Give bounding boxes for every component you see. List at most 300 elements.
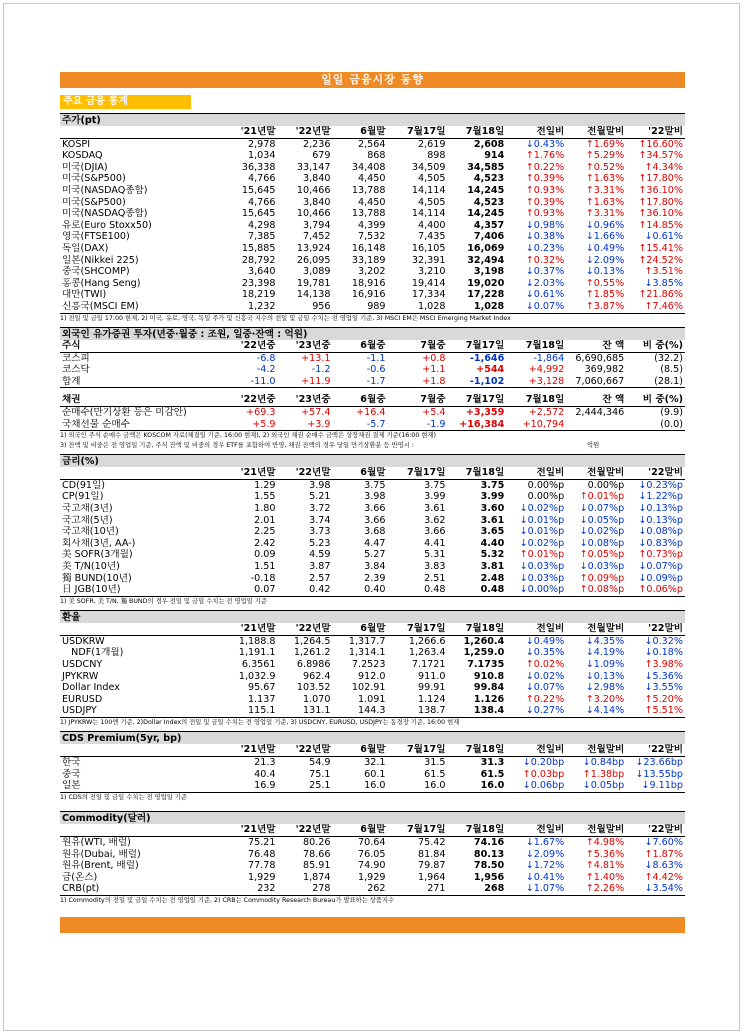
table-cell: 79.87 [418,860,446,872]
column-header: 잔 액 [566,394,626,406]
table-cell: 13,788 [351,208,386,220]
table-cell: +5.9 [223,419,278,431]
table-cell: 16,105 [411,242,446,254]
table-cell: 32,391 [411,254,446,266]
column-header: 6월말 [333,744,388,756]
table-cell: 3.66 [424,526,446,538]
row-label: 국고채(3년) [62,502,113,514]
table-cell: (0.0) [626,419,685,431]
table-header-row [60,467,685,479]
table-cell: ↑1.38bp [582,768,625,780]
table-cell: 962.4 [303,670,331,682]
rates-table [60,467,685,597]
table-cell: 19,781 [296,277,331,289]
column-header: '23년중 [278,394,333,406]
row-label: 미국(S&P500) [62,196,126,208]
column-header: '21년말 [223,744,278,756]
table-cell: ↑1.40% [585,871,625,883]
table-cell: 144.3 [333,705,388,717]
table-cell: 2.25 [254,526,276,538]
footer-bar [60,917,685,933]
table-cell: ↑5.51% [626,705,685,717]
column-header: 7월중 [388,340,448,352]
column-header: '22말비 [626,126,685,138]
column-header: '22말비 [626,623,685,635]
row-label: CD(91일) [62,479,106,491]
table-cell: ↓23.66bp [635,757,683,769]
table-cell: ↑16.60% [638,138,683,150]
table-cell: ↑21.86% [638,289,683,301]
table-cell: (32.2) [654,352,683,364]
table-cell: ↓0.61% [525,289,565,301]
column-header [60,126,223,138]
row-label: JPYKRW [62,670,99,682]
table-cell: 7.2523 [351,658,386,670]
table-row [60,549,685,561]
table-row [60,659,685,671]
table-cell: 2.48 [480,572,505,584]
table-cell: ↓0.23%p [638,479,683,491]
table-cell: ↓4.19% [585,647,625,659]
table-cell: 103.52 [296,682,331,694]
table-cell: 1.091 [358,693,386,705]
column-header [60,824,223,836]
column-header: 6월중 [333,394,388,406]
table-cell: ↓13.55bp [635,768,683,780]
table-cell: 28,792 [241,254,276,266]
table-cell: 16.0 [448,780,507,792]
table-row [60,872,685,884]
table-cell: 6.3561 [241,658,276,670]
column-header: 7월17일 [388,126,448,138]
cds-table [60,744,685,792]
table-row [60,266,685,278]
table-cell: 1,032.9 [238,670,276,682]
table-cell: 0.00%p [527,491,565,503]
table-row [60,301,685,313]
table-cell: 33,189 [351,254,386,266]
table-cell: 0.48 [388,584,448,596]
table-cell: 3.83 [424,560,446,572]
table-cell: 138.4 [448,705,507,717]
table-cell: 7.1721 [411,658,446,670]
table-cell: 76.05 [358,848,386,860]
column-header: '22년말 [278,824,333,836]
table-cell: 271 [388,883,448,895]
table-cell: -1.1 [366,352,386,364]
table-cell: 40.4 [254,768,276,780]
table-cell: 912.0 [358,670,386,682]
column-header: '22년말 [278,744,333,756]
table-cell: ↑5.36% [585,848,625,860]
table-cell: 34,408 [351,161,386,173]
table-header-row [60,744,685,756]
table-cell: 1,028 [388,301,448,313]
table-cell: ↓2.09% [585,254,625,266]
table-row [60,647,685,659]
table-cell: 2.39 [364,572,386,584]
table-cell: 262 [333,883,388,895]
table-cell [566,419,626,431]
table-cell: +3.9 [278,419,333,431]
table-cell: ↓0.02% [525,670,565,682]
table-cell: ↓0.61% [644,231,683,243]
table-cell: 3,210 [418,266,446,278]
table-cell: 3,202 [358,266,386,278]
table-cell: 85.91 [303,860,331,872]
row-label: USDJPY [60,705,223,717]
table-cell: 0.00%p [587,479,625,491]
table-cell: -5.7 [333,419,388,431]
table-cell: 3.98 [364,491,386,503]
table-cell: 19,414 [411,277,446,289]
table-row [60,352,685,364]
table-cell: 16.0 [388,780,448,792]
report [60,72,685,933]
column-header: 전월말비 [566,824,626,836]
table-cell: 3.60 [480,502,505,514]
table-row [60,150,685,162]
column-header: 7월17일 [448,340,507,352]
table-row [60,503,685,515]
table-cell: 910.8 [473,670,505,682]
column-header [60,623,223,635]
table-row [60,243,685,255]
table-cell: 1,266.6 [408,635,446,647]
table-cell: 7,532 [358,231,386,243]
row-label: 중국 [62,768,81,780]
table-cell: ↑0.05%p [579,549,625,561]
table-cell: 5.23 [309,537,331,549]
table-cell: 7,060,667 [566,376,626,388]
table-cell: ↑3.51% [644,266,683,278]
table-cell: 74.90 [358,860,386,872]
table-cell: 10,466 [296,184,331,196]
table-cell: 232 [223,883,278,895]
table-cell: ↑36.10% [638,184,683,196]
fx-note: 1) JPYKRW는 100엔 기준, 2)Dollar Index의 전일 및 금일 수치는 전 영업일 기준, 3) USDCNY, EURUSD, USDJPY는 동경장 기준, 16:00 현재 [60,718,460,726]
table-cell: ↓0.18% [644,647,683,659]
table-cell: ↓0.43% [525,138,565,150]
table-cell: 4,298 [248,219,276,231]
table-cell: 3.68 [364,526,386,538]
table-cell: 4,505 [418,173,446,185]
table-header-row [60,824,685,836]
column-header: '22말비 [626,467,685,479]
column-header: 주식 [60,340,223,352]
column-header [60,467,223,479]
table-cell: ↓0.96% [585,219,625,231]
table-cell: 26,095 [296,254,331,266]
table-cell: 7,406 [473,231,505,243]
table-cell: 3,198 [473,266,505,278]
foreign-note-2 [60,441,685,451]
table-row [60,376,685,388]
row-label: 영국(FTSE100) [62,231,130,243]
table-cell: -4.2 [256,364,276,376]
table-cell: ↓1.09% [585,658,625,670]
table-row [60,860,685,872]
table-cell: ↓0.00%p [506,584,566,596]
cds-title: CDS Premium(5yr, bp) [60,731,685,744]
table-cell: ↓0.03%p [519,572,565,584]
table-cell: 2.42 [254,537,276,549]
row-label: 美 SOFR(3개월) [62,549,133,561]
stock-note: 1) 전일 및 금일 17:00 현재, 2) 미국, 유로, 영국, 독일 주가 및 신흥국 지수의 전일 및 금일 수치는 전 영업일 기준, 3) MSCI EM은 MSCI Emerging Market Index [60,314,511,322]
table-cell: 61.5 [480,768,505,780]
table-row [60,255,685,267]
table-cell: +5.4 [422,406,446,418]
row-label: 순매수(만기상환 등은 미감안) [62,406,187,418]
table-cell: 74.16 [473,836,505,848]
foreign-bond-table [60,394,685,431]
table-cell: 7,452 [303,231,331,243]
table-cell: 1,263.4 [408,647,446,659]
table-row [60,694,685,706]
table-cell: 10,466 [296,208,331,220]
table-cell: ↑0.73%p [638,549,683,561]
table-cell: 23,398 [241,277,276,289]
table-cell: 3.61 [424,502,446,514]
row-label: 미국(S&P500) [62,173,126,185]
table-cell: 3,089 [303,266,331,278]
table-cell: ↑15.41% [638,242,683,254]
table-cell: 14,114 [411,208,446,220]
table-cell: 15,645 [241,208,276,220]
row-label: 미국(NASDAQ종합) [62,184,148,196]
foreign-note-2-unit: 억원 [587,441,600,449]
table-cell: 1,964 [418,871,446,883]
column-header: '21년말 [223,623,278,635]
column-header: 6월말 [333,623,388,635]
table-cell: ↑24.52% [638,254,683,266]
table-cell: ↓0.41% [525,871,565,883]
table-row [60,757,685,769]
column-header: 전월말비 [566,744,626,756]
row-label: 한국 [62,757,81,769]
table-row [60,561,685,573]
row-label: 회사채(3년, AA-) [62,537,136,549]
row-label: 독일(DAX) [62,242,109,254]
table-cell: 3,840 [303,196,331,208]
table-row [60,526,685,538]
table-cell: ↑4.34% [644,161,683,173]
column-header: 비 중(%) [626,394,685,406]
table-cell: +3,359 [465,406,505,418]
table-cell: 34,509 [411,161,446,173]
table-cell: ↑3.31% [585,184,625,196]
table-cell: 2,619 [418,138,446,150]
table-cell: 1,956 [473,871,505,883]
table-cell: 13,924 [296,242,331,254]
table-cell: ↓0.02%p [579,526,625,538]
column-header: 비 중(%) [626,340,685,352]
table-cell: 3.65 [480,526,505,538]
table-cell: 868 [367,150,386,162]
column-header: 전일비 [506,824,566,836]
foreign-note-2-text: 3) 잔액 및 비중은 전 영업일 기준, 주식 잔액 및 비중의 경우 ETF를 포함하여 반영, 채권 잔액의 경우 당일 만기상환분 등 반영시 : [60,441,414,449]
table-cell: ↓0.08%p [638,526,683,538]
column-header: '23년중 [278,340,333,352]
column-header: 전일비 [506,744,566,756]
row-label: NDF(1개월) [62,647,124,659]
row-label: 국채선물 순매수 [60,419,223,431]
cds-section [60,731,685,802]
column-header: 6월말 [333,824,388,836]
table-cell: 1,314.1 [348,647,386,659]
column-header: '22년말 [278,126,333,138]
foreign-stock-table [60,340,685,388]
stock-title: 주가(pt) [60,113,685,126]
column-header: 7월17일 [388,824,448,836]
column-header: 6월말 [333,467,388,479]
table-cell: ↑4.98% [585,836,625,848]
table-cell: 369,982 [584,364,625,376]
table-cell: 4,523 [473,196,505,208]
table-cell: 0.09 [254,549,276,561]
table-cell: 36,338 [241,161,276,173]
table-cell: ↑0.39% [525,196,565,208]
table-cell: 7.1735 [467,658,505,670]
table-cell: ↑5.29% [585,150,625,162]
table-cell: ↓4.35% [585,635,625,647]
row-label: 원유(Dubai, 배럴) [62,848,141,860]
table-cell: 54.9 [309,757,331,769]
row-label: 원유(WTI, 배럴) [62,836,131,848]
table-cell: 33,147 [296,161,331,173]
table-cell: 3.84 [364,560,386,572]
table-cell: 6,690,685 [575,352,625,364]
table-cell: 3.75 [480,479,505,491]
table-cell: ↑0.55% [585,277,625,289]
table-cell: ↑4.42% [644,871,683,883]
row-label: CP(91일) [62,491,104,503]
table-cell: 15,645 [241,184,276,196]
table-cell: 115.1 [223,705,278,717]
table-cell: 78.66 [303,848,331,860]
column-header: '21년말 [223,126,278,138]
table-cell: 3.61 [480,514,505,526]
table-cell: 25.1 [278,780,333,792]
section-subtitle: 주요 금융 통계 [60,95,191,109]
table-row [60,682,685,694]
table-cell: 3,840 [303,173,331,185]
table-row [60,883,685,895]
table-cell: ↓0.13% [585,266,625,278]
row-label: USDKRW [62,635,105,647]
table-row [60,208,685,220]
table-cell: ↓0.09%p [638,572,683,584]
table-cell: ↓0.03%p [579,560,625,572]
table-cell: ↓0.38% [525,231,565,243]
table-cell: ↑1.63% [585,196,625,208]
table-cell: -11.0 [223,376,278,388]
table-cell: 5.31 [424,549,446,561]
table-row [60,491,685,503]
table-cell: ↑0.93% [525,208,565,220]
table-cell: ↓4.14% [566,705,626,717]
row-label: EURUSD [62,693,103,705]
stock-table [60,126,685,314]
table-cell: ↓9.11bp [626,780,685,792]
table-cell: ↑17.80% [638,196,683,208]
table-cell: 32.1 [364,757,386,769]
table-cell: ↑3.20% [585,693,625,705]
table-cell: 1.126 [473,693,505,705]
table-cell: ↑0.02% [525,658,565,670]
row-label: KOSPI [62,138,91,150]
table-cell: 2.01 [254,514,276,526]
table-cell: 1.137 [248,693,276,705]
table-row [60,635,685,647]
table-cell: +1.1 [422,364,446,376]
row-label: 합계 [60,376,223,388]
table-cell: ↓0.35% [525,647,565,659]
table-header-row [60,394,685,406]
row-label: 홍콩(Hang Seng) [62,277,141,289]
table-cell: 0.00%p [527,479,565,491]
table-cell: 4.41 [424,537,446,549]
table-row [60,138,685,150]
table-cell: 2.51 [424,572,446,584]
table-cell: ↑4.81% [585,860,625,872]
column-header: 잔 액 [566,340,626,352]
table-cell: 78.50 [473,860,505,872]
table-cell: 3.74 [309,514,331,526]
table-cell: 1,260.4 [463,635,505,647]
commodity-table [60,824,685,896]
table-row [60,515,685,527]
row-label: 대만(TWI) [62,289,107,301]
column-header: 전일비 [506,126,566,138]
table-cell: 138.7 [388,705,448,717]
table-cell: 16,069 [467,242,505,254]
table-cell: ↑14.85% [638,219,683,231]
cds-note: 1) CDS의 전일 및 금일 수치는 전 영업일 기준 [60,793,187,801]
table-cell: -1.7 [333,376,388,388]
column-header: '22말비 [626,744,685,756]
commodity-section [60,811,685,905]
table-cell: ↓0.84bp [582,757,625,769]
table-cell: 13,788 [351,184,386,196]
table-cell: -1,102 [448,376,507,388]
table-cell: ↓2.98% [585,682,625,694]
table-row [60,584,685,596]
table-cell: 77.78 [248,860,276,872]
table-cell: ↓0.98% [525,219,565,231]
table-cell: +16.4 [356,406,386,418]
row-label: 국고채(5년) [62,514,113,526]
table-cell: 0.40 [333,584,388,596]
table-cell: 1.80 [254,502,276,514]
table-cell: 1.29 [254,479,276,491]
table-cell: 956 [278,301,333,313]
table-cell: 1,232 [223,301,278,313]
table-cell: (9.9) [660,406,683,418]
table-cell: ↑3.31% [585,208,625,220]
table-cell: 75.21 [248,836,276,848]
table-cell: 75.42 [418,836,446,848]
table-cell: 15,885 [241,242,276,254]
row-label: 신흥국(MSCI EM) [60,301,223,313]
table-cell: 1,188.8 [238,635,276,647]
table-cell: +1.8 [388,376,448,388]
table-cell: ↓0.07%p [638,560,683,572]
table-cell: 5.27 [364,549,386,561]
column-header: 전일비 [506,623,566,635]
table-cell: 21.3 [254,757,276,769]
table-cell: 2,444,346 [575,406,625,418]
